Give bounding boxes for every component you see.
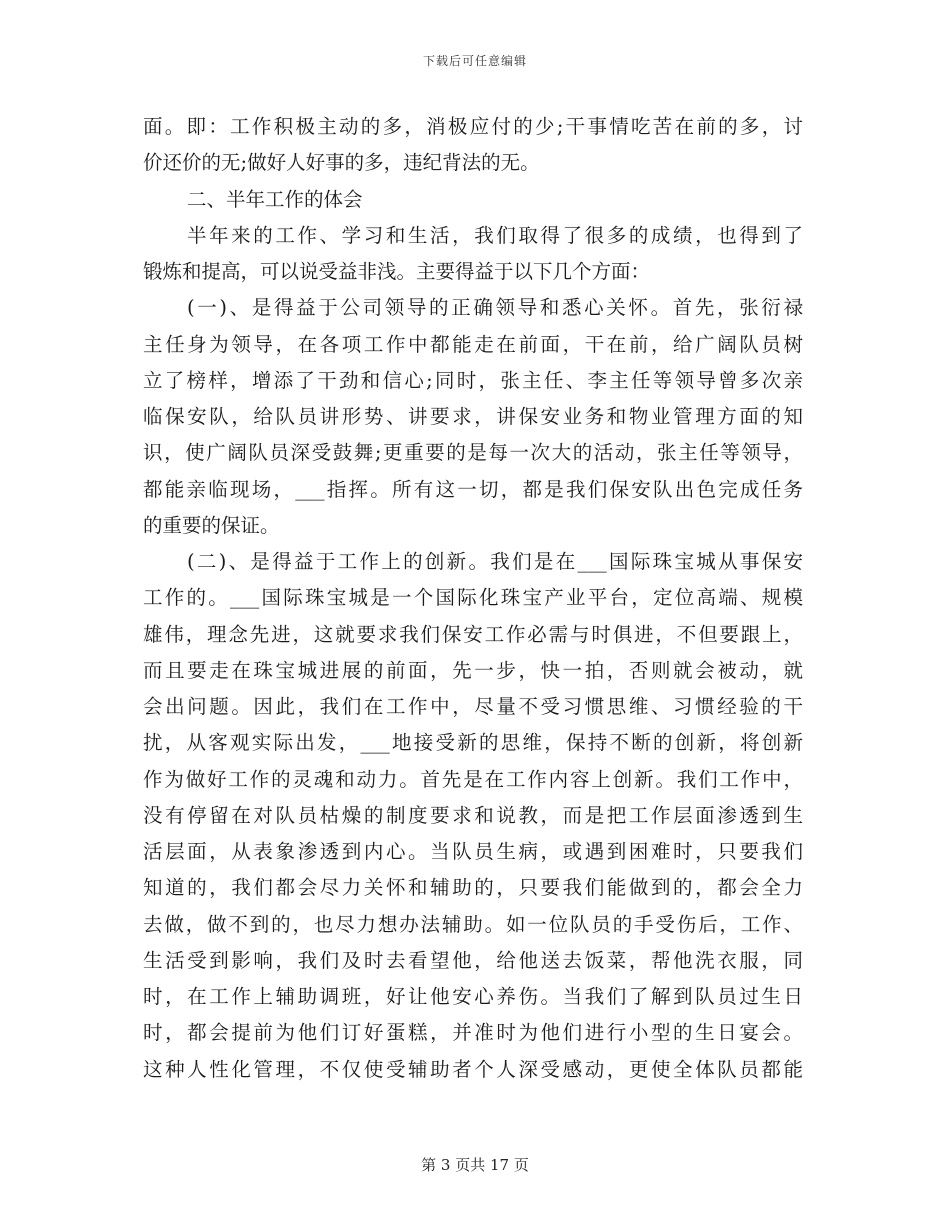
body-line-16: 而且要走在珠宝城进展的前面，先一步，快一拍，否则就会被动，就: [143, 658, 803, 682]
body-line-17: 会出问题。因此，我们在工作中，尽量不受习惯思维、习惯经验的干: [143, 695, 803, 718]
body-line-9: 临保安队，给队员讲形势、讲要求，讲保安业务和物业管理方面的知: [143, 405, 803, 428]
body-line-22: 知道的，我们都会尽力关怀和辅助的，只要我们能做到的，都会全力: [143, 876, 803, 900]
body-line-7: 主任身为领导，在各项工作中都能走在前面，干在前，给广阔队员树: [143, 332, 803, 356]
body-line-25: 时，在工作上辅助调班，好让他安心养伤。当我们了解到队员过生日: [143, 985, 803, 1008]
body-line-1: 面。即：工作积极主动的多，消极应付的少;干事情吃苦在前的多，讨: [143, 115, 803, 138]
body-line-21: 活层面，从表象渗透到内心。当队员生病，或遇到困难时，只要我们: [143, 840, 803, 863]
body-line-23: 去做，做不到的，也尽力想办法辅助。如一位队员的手受伤后，工作、: [143, 912, 803, 936]
body-line-18: 扰，从客观实际出发，___地接受新的思维，保持不断的创新，将创新: [143, 731, 803, 755]
body-line-10: 识，使广阔队员深受鼓舞;更重要的是每一次大的活动，张主任等领导，: [143, 441, 803, 465]
page-number: 第 3 页共 17 页: [421, 1156, 529, 1174]
body-line-26: 时，都会提前为他们订好蛋糕，并准时为他们进行小型的生日宴会。: [143, 1021, 803, 1045]
body-line-2: 价还价的无;做好人好事的多，违纪背法的无。: [143, 151, 540, 175]
body-line-11: 都能亲临现场，___指挥。所有这一切，都是我们保安队出色完成任务: [143, 477, 803, 501]
section-heading: 二、半年工作的体会: [187, 187, 363, 211]
page-header-note: 下载后可任意编辑: [422, 54, 527, 68]
body-line-5: 锻炼和提高，可以说受益非浅。主要得益于以下几个方面：: [143, 260, 651, 283]
body-line-14: 工作的。___国际珠宝城是一个国际化珠宝产业平台，定位高端、规模: [143, 586, 803, 610]
body-line-27: 这种人性化管理，不仅使受辅助者个人深受感动，更使全体队员都能: [143, 1057, 803, 1081]
body-line-4: 半年来的工作、学习和生活，我们取得了很多的成绩，也得到了: [187, 223, 803, 247]
body-line-8: 立了榜样，增添了干劲和信心;同时，张主任、李主任等领导曾多次亲: [143, 368, 803, 392]
body-line-20: 没有停留在对队员枯燥的制度要求和说教，而是把工作层面渗透到生: [143, 803, 803, 827]
body-line-13: (二)、是得益于工作上的创新。我们是在___国际珠宝城从事保安: [187, 550, 803, 573]
body-line-24: 生活受到影响，我们及时去看望他，给他送去饭菜，帮他洗衣服，同: [143, 948, 803, 972]
body-line-15: 雄伟，理念先进，这就要求我们保安工作必需与时俱进，不但要跟上，: [143, 622, 803, 646]
body-line-6: (一)、是得益于公司领导的正确领导和悉心关怀。首先，张衍禄: [187, 296, 803, 320]
body-line-19: 作为做好工作的灵魂和动力。首先是在工作内容上创新。我们工作中，: [143, 767, 803, 791]
body-line-12: 的重要的保证。: [143, 513, 280, 537]
document-body: [143, 109, 803, 1088]
